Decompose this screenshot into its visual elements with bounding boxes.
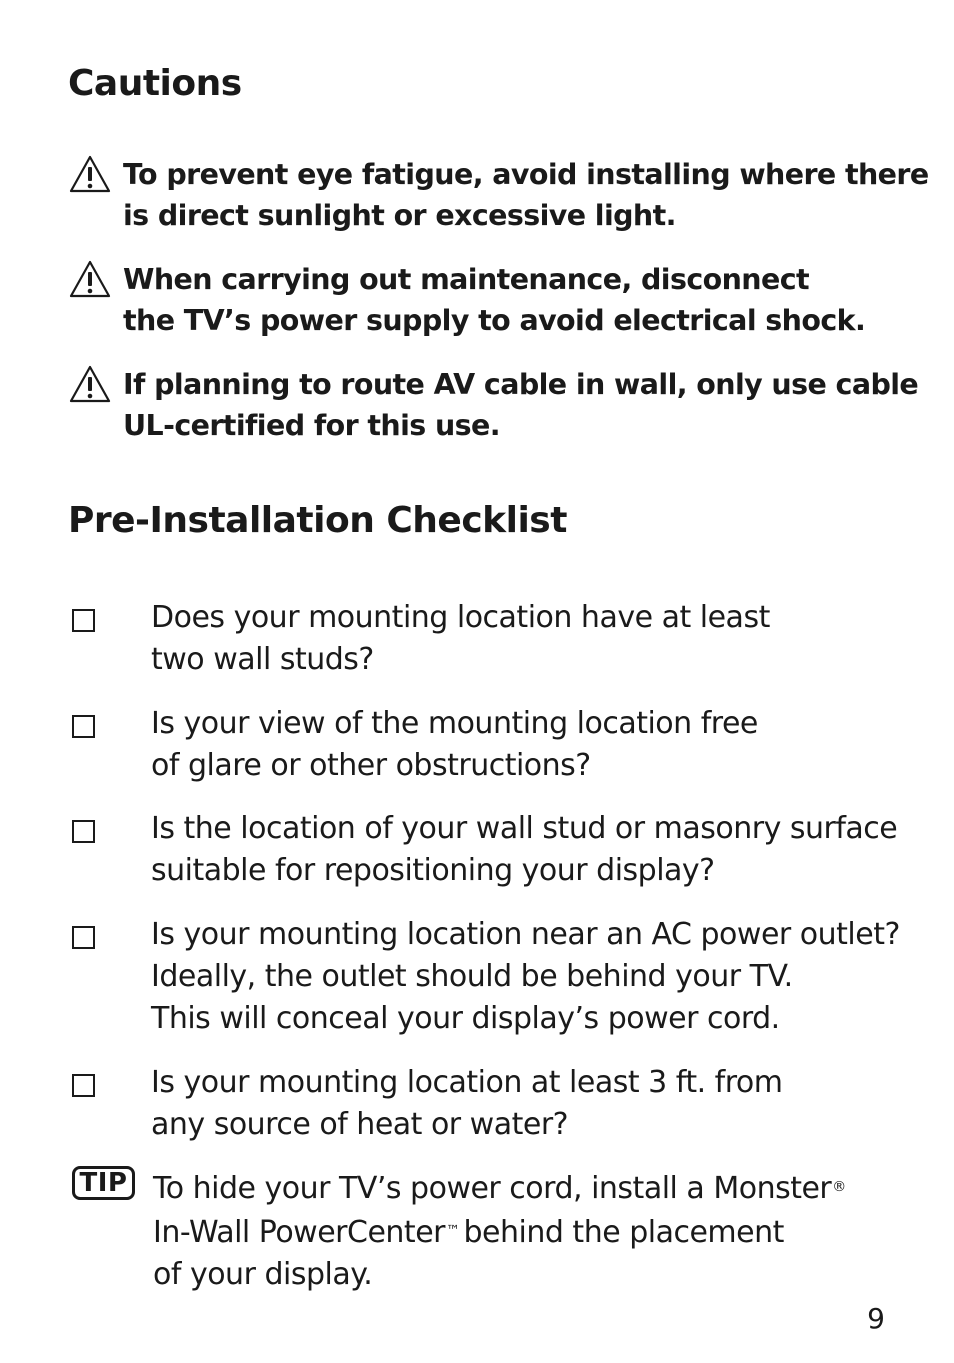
tip-text <box>153 1166 850 1296</box>
checkbox[interactable] <box>72 820 95 843</box>
warning-triangle-icon <box>68 259 112 299</box>
checklist-heading: Pre-Installation Checklist <box>68 500 567 541</box>
checklist-line: any source of heat or water? <box>151 1107 569 1142</box>
checkbox[interactable] <box>72 926 95 949</box>
checklist-line: of glare or other obstructions? <box>151 748 591 783</box>
checklist-line: Does your mounting location have at least <box>151 600 770 635</box>
checkbox[interactable] <box>72 715 95 738</box>
warning-triangle-icon <box>68 154 112 194</box>
caution-line: To prevent eye fatigue, avoid installing where there <box>123 158 929 191</box>
checklist-item-text <box>151 808 897 892</box>
tip-text-segment: To hide your TV’s power cord, install a Monster <box>153 1171 832 1206</box>
trademark-mark: ™ <box>445 1223 460 1239</box>
registered-mark: ® <box>832 1179 846 1195</box>
tip-text-segment: behind the placement <box>463 1215 784 1250</box>
tip-line-2 <box>153 1210 850 1254</box>
caution-line: When carrying out maintenance, disconnect <box>123 263 810 296</box>
tip-text-segment: In-Wall PowerCenter <box>153 1215 445 1250</box>
page-number: 9 <box>867 1302 885 1335</box>
tip-badge: TIP <box>72 1166 135 1200</box>
caution-text <box>123 154 929 236</box>
checkbox[interactable] <box>72 609 95 632</box>
checklist-item-text <box>151 914 900 1040</box>
warning-triangle-icon <box>68 364 112 404</box>
checklist-line: This will conceal your display’s power cord. <box>151 1001 780 1036</box>
checklist-line: Is the location of your wall stud or masonry surface <box>151 811 898 846</box>
cautions-heading: Cautions <box>68 63 242 104</box>
checklist-line: two wall studs? <box>151 642 374 677</box>
caution-line: UL-certified for this use. <box>123 409 500 442</box>
checklist-line: suitable for repositioning your display? <box>151 853 715 888</box>
checklist-item-text <box>151 703 758 787</box>
checklist-line: Is your view of the mounting location free <box>151 706 758 741</box>
caution-line: is direct sunlight or excessive light. <box>123 199 676 232</box>
caution-line: the TV’s power supply to avoid electrical shock. <box>123 304 866 337</box>
checkbox[interactable] <box>72 1074 95 1097</box>
checklist-line: Ideally, the outlet should be behind your TV. <box>151 959 793 994</box>
tip-line-1 <box>153 1166 850 1210</box>
caution-line: If planning to route AV cable in wall, only use cable <box>123 368 919 401</box>
checklist-line: Is your mounting location at least 3 ft. from <box>151 1065 783 1100</box>
caution-text <box>123 364 918 446</box>
caution-text <box>123 259 865 341</box>
checklist-item-text <box>151 597 770 681</box>
checklist-item-text <box>151 1062 782 1146</box>
tip-line-3: of your display. <box>153 1257 373 1292</box>
checklist-line: Is your mounting location near an AC power outlet? <box>151 917 900 952</box>
